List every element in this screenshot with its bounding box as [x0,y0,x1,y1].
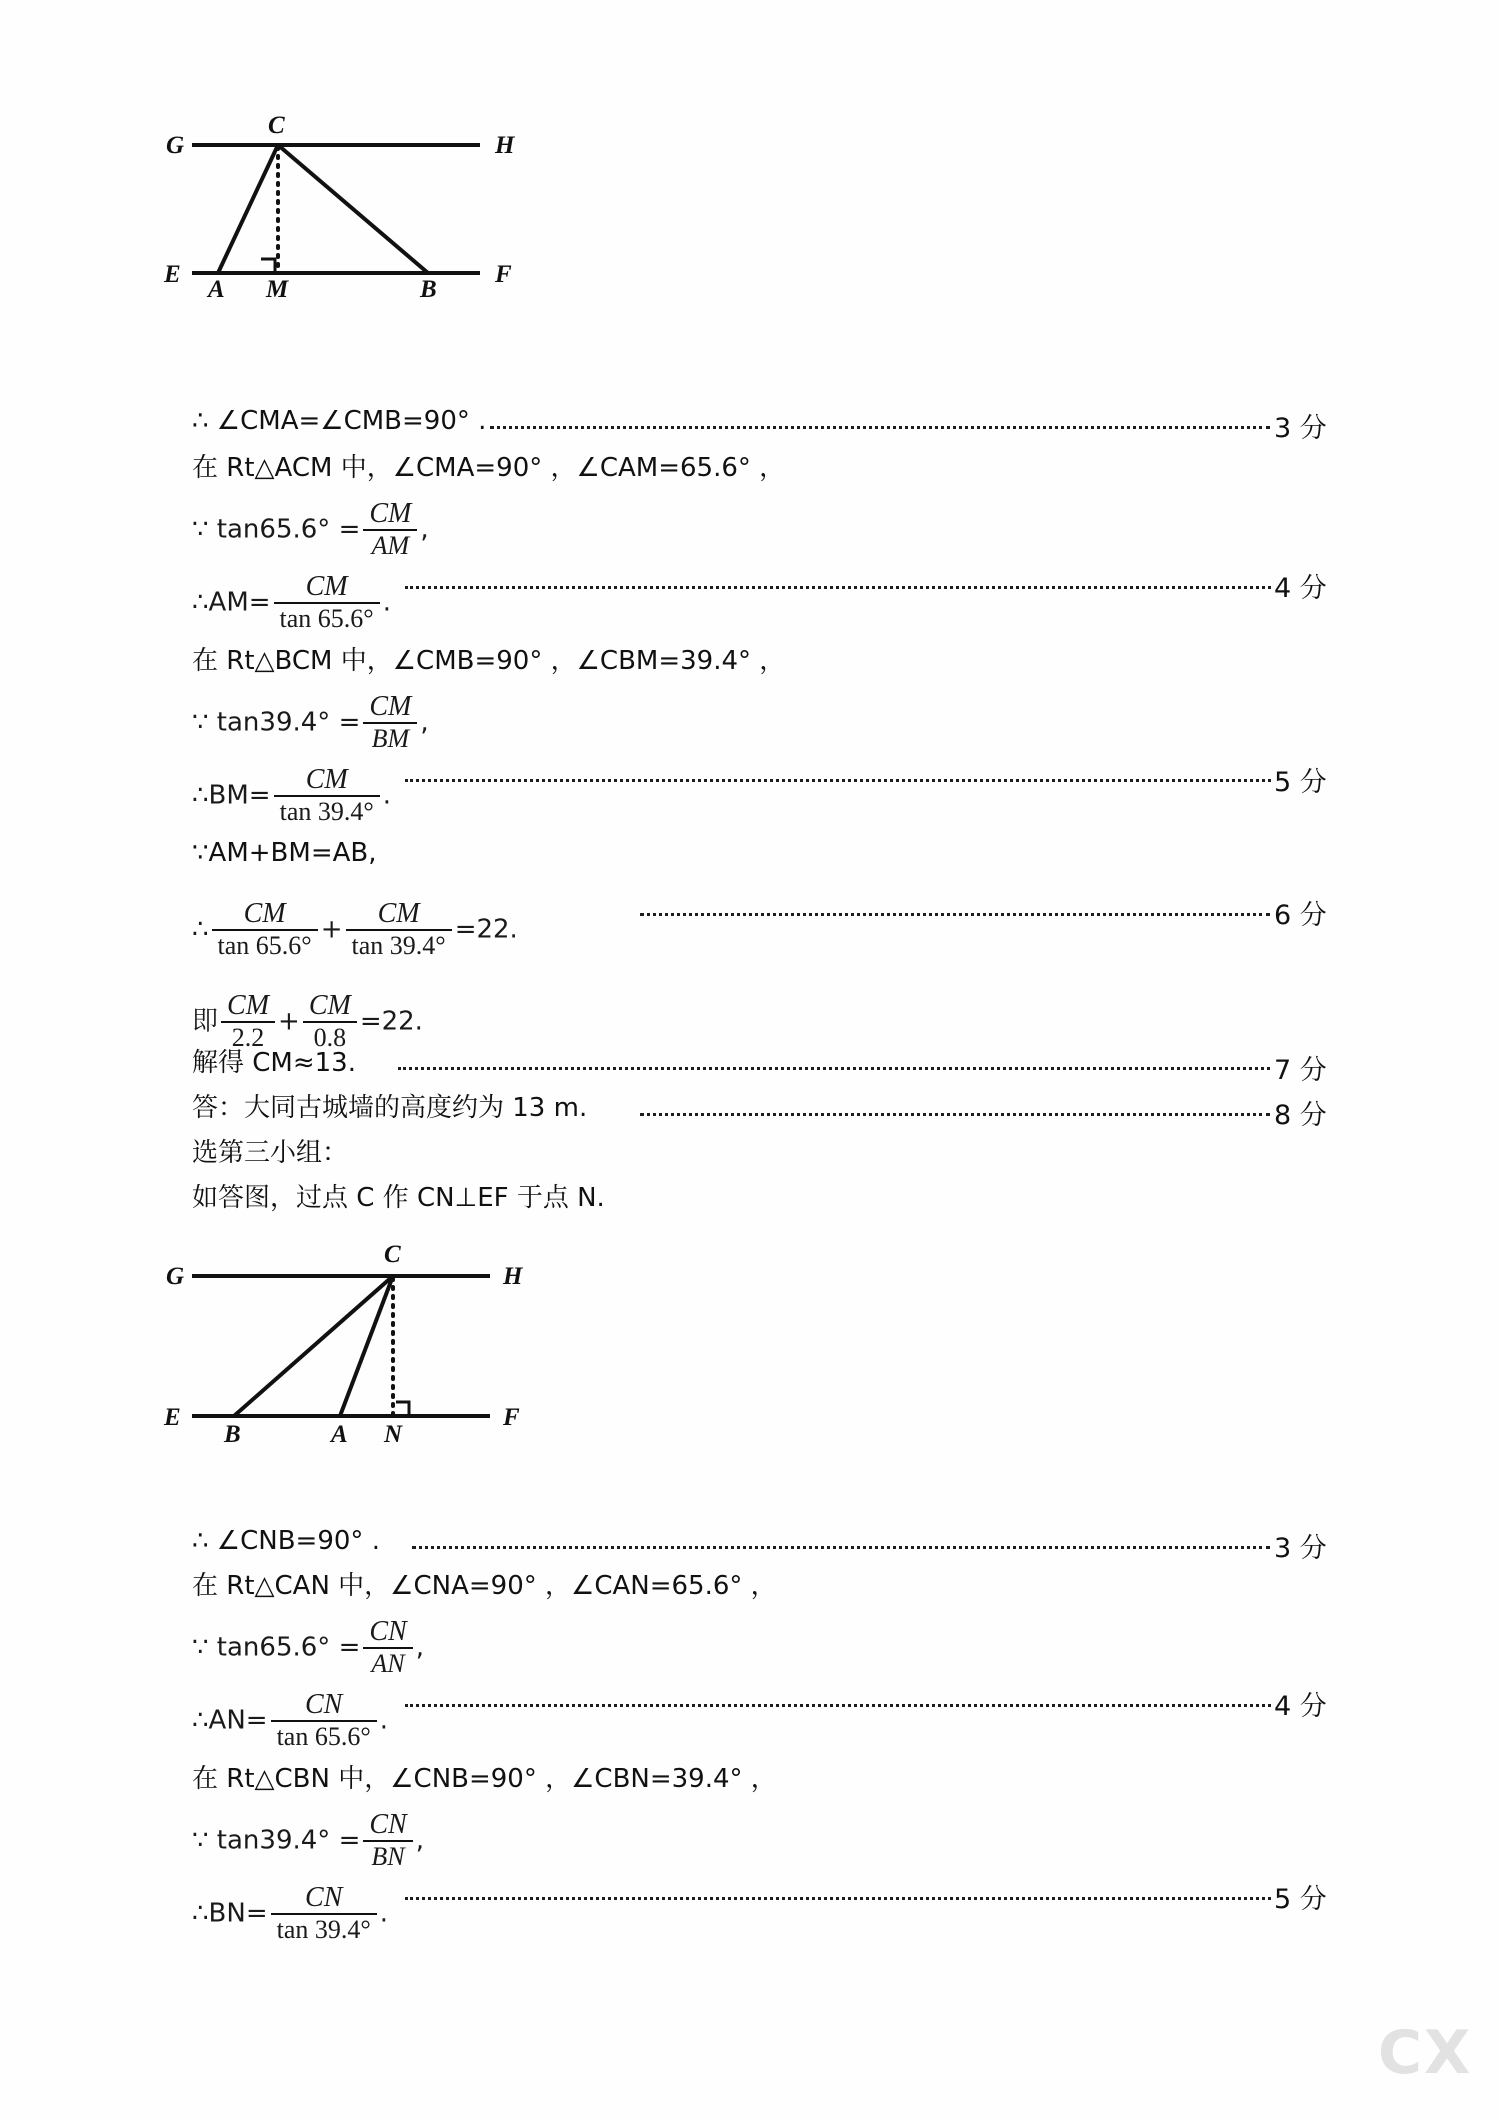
line-7-equation [192,766,391,825]
line-3-fraction [363,500,417,559]
line-9-equation [192,900,518,959]
svg-text:G: G [166,132,185,159]
line-9-score: 6 分 [1274,900,1327,931]
line-13-text: 选第三小组： [192,1138,349,1168]
line-3-equation [192,500,429,559]
line-20-numerator: CN [363,1811,412,1842]
line-9-numerator-2: CM [346,900,452,931]
line-17-suffix: , [415,1632,424,1663]
line-20-fraction [363,1811,412,1870]
line-12-leader [640,1112,1270,1116]
line-10-fraction-1 [221,992,275,1051]
line-21-prefix: ∴BN= [192,1898,268,1929]
line-4-prefix: ∴AM= [192,587,271,618]
line-20-prefix: ∵ tan39.4° = [192,1825,361,1856]
line-20-equation [192,1811,424,1870]
line-10-operator: + [278,1006,300,1037]
line-9-leader [640,912,1270,916]
svg-text:H: H [495,132,515,159]
line-1-text: ∴ ∠CMA=∠CMB=90° . [192,406,487,436]
line-17-prefix: ∵ tan65.6° = [192,1632,361,1663]
line-4-suffix: . [382,587,391,618]
line-10-prefix: 即 [192,1006,219,1037]
line-7-prefix: ∴BM= [192,780,271,811]
line-21-numerator: CN [271,1884,377,1915]
line-9-denominator-1: tan 65.6° [217,931,312,960]
line-4-equation [192,573,391,632]
line-20-denominator: BN [371,1842,405,1871]
line-6-equation [192,693,429,752]
line-21-equation [192,1884,388,1943]
line-7-denominator: tan 39.4° [279,797,374,826]
svg-text:F: F [503,1404,520,1431]
figure-1-triangle-acm [150,115,550,300]
line-10-suffix: =22. [359,1006,423,1037]
line-18-prefix: ∴AN= [192,1705,268,1736]
line-12-text: 答：大同古城墙的高度约为 13 m. [192,1093,588,1123]
line-18-equation [192,1691,388,1750]
line-17-denominator: AN [371,1649,405,1678]
watermark-text: CX [1378,2018,1473,2088]
line-10-equation [192,992,423,1051]
svg-text:A: A [331,1421,348,1448]
line-8-text: ∵AM+BM=AB, [192,838,377,868]
line-15-score: 3 分 [1274,1533,1327,1564]
line-6-fraction [363,693,417,752]
line-6-prefix: ∵ tan39.4° = [192,707,361,738]
line-4-fraction [274,573,380,632]
line-21-denominator: tan 39.4° [276,1915,371,1944]
line-21-leader [405,1896,1271,1900]
line-15-leader [412,1545,1270,1549]
line-18-numerator: CN [271,1691,377,1722]
line-3-prefix: ∵ tan65.6° = [192,514,361,545]
line-17-fraction [363,1618,412,1677]
svg-text:F: F [495,261,512,288]
line-19-text: 在 Rt△CBN 中，∠CNB=90° ，∠CBN=39.4° ， [192,1764,777,1794]
line-1-leader [490,425,1270,429]
line-18-denominator: tan 65.6° [276,1722,371,1751]
line-3-numerator: CM [363,500,417,531]
line-3-suffix: , [420,514,429,545]
line-14-text: 如答图，过点 C 作 CN⊥EF 于点 N. [192,1183,605,1213]
svg-text:N: N [384,1421,403,1448]
line-7-score: 5 分 [1274,767,1327,798]
line-9-fraction-1 [212,900,318,959]
line-4-leader [405,585,1271,589]
line-11-leader [398,1066,1270,1070]
line-20-suffix: , [415,1825,424,1856]
line-9-numerator-1: CM [212,900,318,931]
line-2-text: 在 Rt△ACM 中，∠CMA=90° ，∠CAM=65.6° ， [192,453,786,483]
line-7-suffix: . [382,780,392,811]
line-7-numerator: CM [274,766,380,797]
line-4-denominator: tan 65.6° [279,604,374,633]
svg-text:A: A [208,276,225,300]
svg-text:C: C [384,1241,401,1268]
line-17-numerator: CN [363,1618,412,1649]
line-18-fraction [271,1691,377,1750]
line-9-prefix: ∴ [192,914,209,945]
line-1-score: 3 分 [1274,413,1327,444]
line-15-text: ∴ ∠CNB=90° . [192,1526,380,1556]
svg-text:C: C [268,115,285,139]
line-6-numerator: CM [363,693,417,724]
line-6-denominator: BM [371,724,410,753]
line-10-numerator-2: CM [303,992,357,1023]
line-7-fraction [274,766,380,825]
line-16-text: 在 Rt△CAN 中，∠CNA=90° ，∠CAN=65.6° ， [192,1571,777,1601]
line-17-equation [192,1618,424,1677]
line-18-score: 4 分 [1274,1691,1327,1722]
line-5-text: 在 Rt△BCM 中，∠CMB=90° ，∠CBM=39.4° ， [192,646,786,676]
line-9-fraction-2 [346,900,452,959]
line-11-score: 7 分 [1274,1055,1327,1086]
line-21-score: 5 分 [1274,1884,1327,1915]
svg-text:E: E [164,1404,181,1431]
line-7-leader [405,778,1271,782]
line-18-suffix: . [379,1705,388,1736]
line-11-text: 解得 CM≈13. [192,1048,356,1078]
line-21-suffix: . [379,1898,389,1929]
svg-text:G: G [166,1263,185,1290]
line-21-fraction [271,1884,377,1943]
line-4-numerator: CM [274,573,380,604]
line-10-denominator-1: 2.2 [231,1023,265,1052]
svg-text:B: B [420,276,437,300]
line-18-leader [405,1703,1271,1707]
line-12-score: 8 分 [1274,1100,1327,1131]
line-10-numerator-1: CM [221,992,275,1023]
line-6-suffix: , [420,707,429,738]
line-9-denominator-2: tan 39.4° [351,931,446,960]
svg-text:M: M [266,276,289,300]
line-9-suffix: =22. [454,914,518,945]
line-9-operator: + [320,914,343,945]
figure-2-triangle-can [150,1240,570,1455]
svg-text:B: B [224,1421,241,1448]
svg-text:H: H [503,1263,523,1290]
line-10-denominator-2: 0.8 [313,1023,347,1052]
line-10-fraction-2 [303,992,357,1051]
line-3-denominator: AM [371,531,410,560]
line-4-score: 4 分 [1274,573,1327,604]
svg-text:E: E [164,261,181,288]
